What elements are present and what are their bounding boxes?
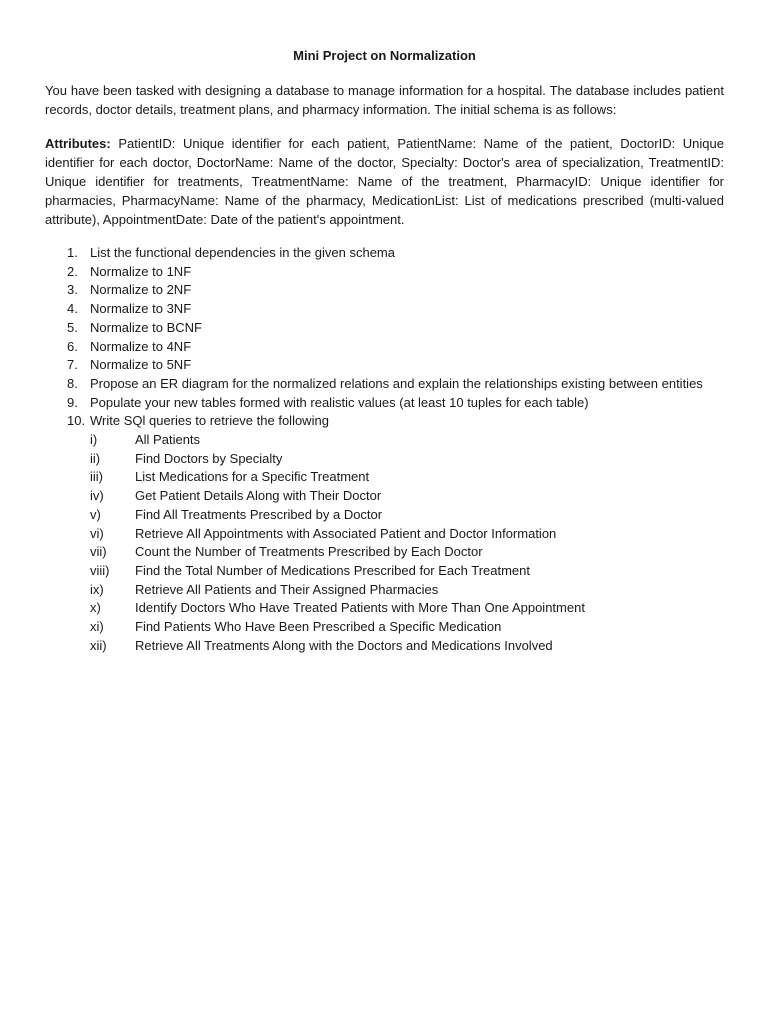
query-number: xi) [90,619,104,635]
attributes-label: Attributes: [45,136,111,151]
task-text: Normalize to BCNF [90,319,202,335]
task-item [45,338,724,357]
intro-paragraph: You have been tasked with designing a database to manage information for a hospital. The database includes patient records, doctor details, treatment plans, and pharmacy information. The initial schema is as follows: [45,83,724,117]
task-number: 8. [67,375,78,391]
task-item [45,412,724,431]
query-number: ix) [90,581,104,597]
task-number: 2. [67,263,78,279]
query-item [90,431,724,450]
task-text: Write SQl queries to retrieve the following [90,413,329,429]
task-number: 3. [67,282,78,298]
query-text: Identify Doctors Who Have Treated Patients with More Than One Appointment [135,600,585,616]
task-number: 1. [67,245,78,260]
query-item [90,468,724,487]
document-page [45,46,724,655]
task-item [45,244,724,263]
task-text: Normalize to 3NF [90,301,192,317]
task-number: 9. [67,394,78,410]
task-text: Normalize to 5NF [90,357,192,373]
query-item [90,562,724,581]
query-number: xii) [90,637,107,653]
attributes-paragraph [45,134,724,229]
query-number: vi) [90,525,104,541]
task-number: 7. [67,357,78,373]
query-text: Find Patients Who Have Been Prescribed a Specific Medication [135,619,502,635]
query-number: v) [90,506,101,522]
query-text: Find All Treatments Prescribed by a Doctor [135,506,383,522]
task-item [45,300,724,319]
query-item [90,599,724,618]
query-text: Retrieve All Treatments Along with the Doctors and Medications Involved [135,637,553,653]
query-text: Retrieve All Appointments with Associated Patient and Doctor Information [135,525,557,541]
task-item [45,375,724,394]
query-item [90,487,724,506]
task-text: Populate your new tables formed with realistic values (at least 10 tuples for each table) [90,394,589,410]
sql-query-list [45,431,724,655]
task-number: 5. [67,319,78,335]
query-number: vii) [90,544,107,560]
task-list [45,244,724,655]
query-text: Get Patient Details Along with Their Doctor [135,488,382,504]
task-item [45,319,724,338]
task-text: Normalize to 1NF [90,263,192,279]
query-item [90,581,724,600]
query-item [90,618,724,637]
query-text: Find the Total Number of Medications Prescribed for Each Treatment [135,562,531,578]
query-number: iii) [90,469,103,485]
document-title: Mini Project on Normalization [293,48,476,63]
task-number: 10. [67,413,86,429]
query-item [90,637,724,656]
query-item [90,450,724,469]
query-number: viii) [90,562,110,578]
query-number: i) [90,432,98,448]
query-text: All Patients [135,432,201,448]
query-text: List Medications for a Specific Treatment [135,469,370,485]
query-item [90,525,724,544]
task-number: 4. [67,301,78,317]
query-text: Find Doctors by Specialty [135,450,283,466]
query-item [90,543,724,562]
query-text: Retrieve All Patients and Their Assigned Pharmacies [135,581,439,597]
query-item [90,506,724,525]
task-item [45,281,724,300]
task-item [45,394,724,413]
task-text: List the functional dependencies in the given schema [90,245,395,260]
query-number: x) [90,600,101,616]
query-text: Count the Number of Treatments Prescribed by Each Doctor [135,544,483,560]
task-item [45,356,724,375]
task-text: Normalize to 2NF [90,282,192,298]
query-number: ii) [90,450,101,466]
task-number: 6. [67,338,78,354]
query-number: iv) [90,488,104,504]
task-item [45,263,724,282]
task-text: Propose an ER diagram for the normalized relations and explain the relationships existing between entities [90,375,703,391]
attributes-text: PatientID: Unique identifier for each patient, PatientName: Name of the patient, DoctorID: Unique identifier for each doctor, DoctorName: Name of the doctor, Specialty: Doctor's area of specialization, TreatmentID: Unique identifier for treatments, TreatmentName: Name of the treatment, PharmacyID: Unique identifier for pharmacies, PharmacyName: Name of the pharmacy, MedicationList: List of medications prescribed (multi-valued attribute), AppointmentDate: Date of the patient's appointment. [45,136,724,227]
task-text: Normalize to 4NF [90,338,192,354]
